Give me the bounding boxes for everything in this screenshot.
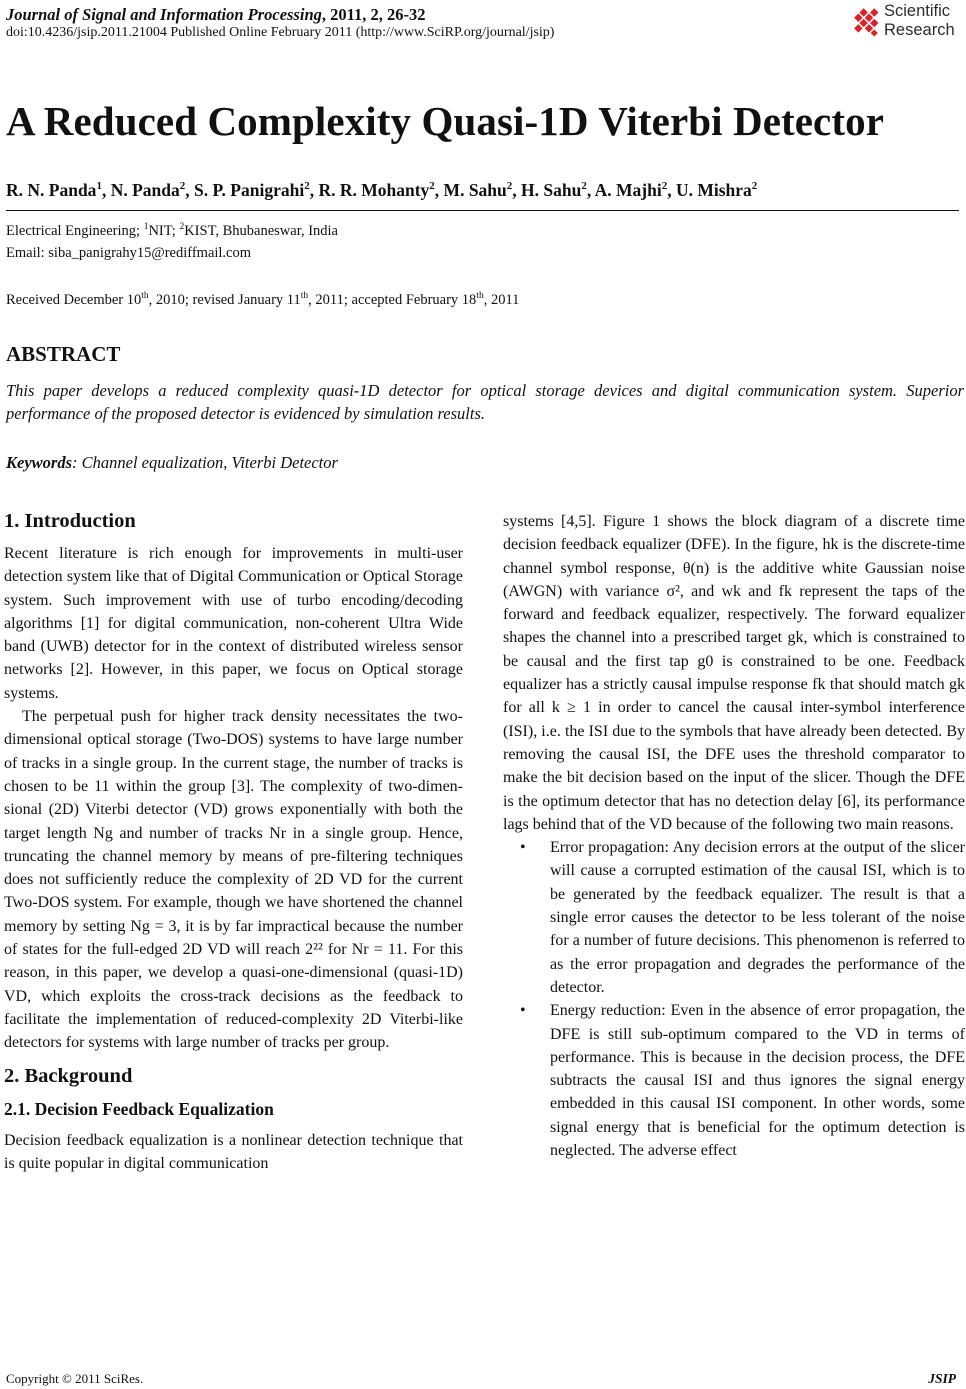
received-sup3: th <box>476 291 484 302</box>
abstract-heading: ABSTRACT <box>6 342 121 366</box>
right-column <box>503 510 965 1162</box>
author-affiliation-sup: 1 <box>96 180 102 193</box>
author-separator: , <box>512 180 522 200</box>
author-separator: , <box>101 180 111 200</box>
author-name: R. N. Panda <box>6 180 97 200</box>
received-part4: , 2011 <box>483 292 520 308</box>
affiliation-1-sup: 1 <box>143 222 149 233</box>
received-sup1: th <box>141 291 149 302</box>
journal-name: Journal of Signal and Information Processing <box>6 5 322 24</box>
abstract-text: This paper develops a reduced complexity quasi-1D detector for optical storage devices and digital communication system. Superior performance of the proposed detector is evidenced by simulation results. <box>6 381 964 423</box>
author-separator: , <box>434 180 444 200</box>
logo-text-line2: Research <box>884 21 955 39</box>
section-heading-background: 2. Background <box>4 1064 133 1087</box>
received-dates <box>6 292 519 309</box>
author-name: S. P. Panigrahi <box>193 180 305 200</box>
author-separator: , <box>667 180 676 200</box>
journal-issue: , 2011, 2, 26-32 <box>321 5 426 24</box>
author-name: H. Sahu <box>521 180 582 200</box>
author-separator: , <box>185 180 194 200</box>
list-item: • Energy reduction: Even in the absence of error propagation, the DFE is still sub-optimum compared to the VD in terms of performance. This is because in the decision process, the DFE subtracts the causal ISI and thus ignores the signal energy embedded in this causal ISI component. In other words, some signal energy that is beneficial for the optimum detection is neglected. The adverse effect <box>503 999 965 1162</box>
author-affiliation-sup: 2 <box>581 180 587 193</box>
author-affiliation-sup: 2 <box>506 180 513 193</box>
section-heading-introduction: 1. Introduction <box>4 510 136 532</box>
paper-title: A Reduced Complexity Quasi-1D Viterbi Detector <box>6 98 884 144</box>
author-name: M. Sahu <box>443 180 507 200</box>
logo-text <box>884 2 955 40</box>
received-part2: , 2010; revised January 11 <box>148 292 301 308</box>
scirp-logo-icon <box>846 3 882 41</box>
keywords <box>6 453 338 473</box>
keywords-text: : Channel equalization, Viterbi Detector <box>72 453 338 472</box>
dfe-paragraph-1: Decision feedback equalization is a nonlinear detection technique that is quite popular in digital communication <box>4 1131 463 1172</box>
keywords-label: Keywords <box>6 453 72 472</box>
reasons-list <box>503 836 965 1162</box>
author-separator: , <box>309 180 319 200</box>
list-item: • Error propagation: Any decision errors at the output of the slicer will cause a corrupted estimation of the causal ISI, which is to be generated by the feedback equalizer. The result is that a single error causes the detector to be less tolerant of the noise for a number of future decisions. This phenomenon is referred to as the error propagation and degrades the performance of the detector. <box>503 836 965 999</box>
intro-paragraph-2: The perpetual push for higher track density necessitates the two-dimensional optical storage (Two-DOS) systems to have large number of tracks in a single group. In the current stage, the number of tracks is chosen to be 11 within the group [3]. The complexity of two-dimensional (2D) Viterbi detector (VD) grows exponentially with both the target length Ng and number of tracks Nr in a single group. Hence, truncating the channel memory by means of pre-filtering techniques does not sufficiently reduce the complexity of 2D VD for the current Two-DOS system. For example, though we have shortened the channel memory by setting Ng = 3, it is by far impractical because the number of states for the full-edged 2D VD will reach 2²² for Nr = 11. For this reason, in this paper, we develop a quasi-one-dimensional (quasi-1D) VD, which exploits the cross-track decisions as the feedback to facilitate the implementation of reduced-complexity 2D Viterbi-like detectors for systems with large number of tracks per group. <box>4 708 463 1052</box>
doi-line: doi:10.4236/jsip.2011.21004 Published Online February 2011 (http://www.SciRP.org/journal/jsip) <box>6 25 555 40</box>
publisher-logo <box>846 2 958 44</box>
author-name: N. Panda <box>110 180 180 200</box>
intro-paragraph-1: Recent literature is rich enough for improvements in multi-user detection system like that of Digital Communication or Optical Storage system. Such improvement with use of turbo encoding/decoding algorithms [1] for digital communication, non-coherent Ultra Wide band (UWB) detector for in the context of distributed wireless sensor networks [2]. However, in this paper, we focus on Optical storage systems. <box>4 545 463 702</box>
subsection-heading-dfe: 2.1. Decision Feedback Equalization <box>4 1098 274 1119</box>
contact-email: Email: siba_panigrahy15@rediffmail.com <box>6 245 252 261</box>
journal-abbrev: JSIP <box>928 1371 956 1386</box>
journal-header <box>6 5 425 25</box>
author-affiliation-sup: 2 <box>661 180 668 193</box>
author-name: R. R. Mohanty <box>318 180 430 200</box>
received-part3: , 2011; accepted February 18 <box>308 292 477 308</box>
received-part1: Received December 10 <box>6 292 142 308</box>
author-separator: , <box>586 180 595 200</box>
left-column <box>4 508 463 1175</box>
received-sup2: th <box>300 291 309 302</box>
author-name: A. Majhi <box>594 180 662 200</box>
affiliation <box>6 223 338 240</box>
author-affiliation-sup: 2 <box>751 180 758 193</box>
logo-text-line1: Scientific <box>884 2 951 20</box>
affiliation-2: KIST, Bhubaneswar, India <box>184 223 338 239</box>
author-list <box>6 180 757 201</box>
affiliation-dept: Electrical Engineering; <box>6 223 144 239</box>
author-affiliation-sup: 2 <box>179 180 186 193</box>
dfe-paragraph-2: systems [4,5]. Figure 1 shows the block diagram of a discrete time decision feedback equalizer (DFE). In the figure, hk is the discrete-time channel symbol response, θ(n) is the additive white Gaussian noise (AWGN) with variance σ², and wk and fk represent the taps of the forward and feedback equalizer, respectively. The forward equalizer shapes the channel into a prescribed target gk, which is constrained to be causal and the first tap g0 is constrained to be one. Feedback equalizer has a strictly causal impulse response fk that should match gk for all k ≥ 1 in order to cancel the causal inter-symbol interference (ISI), i.e. the ISI due to the symbols that have already been detected. By removing the causal ISI, the DFE uses the threshold comparator to make the bit decision based on the input of the slicer. Though the DFE is the optimum detector that has no detection delay [6], its performance lags behind that of the VD because of the following two main reasons. <box>503 513 965 833</box>
author-affiliation-sup: 2 <box>304 180 310 193</box>
title-divider <box>6 210 959 211</box>
author-name: U. Mishra <box>675 180 752 200</box>
copyright-notice: Copyright © 2011 SciRes. <box>6 1371 144 1386</box>
affiliation-1: NIT; <box>148 223 180 239</box>
author-affiliation-sup: 2 <box>429 180 435 193</box>
affiliation-2-sup: 2 <box>179 222 185 233</box>
